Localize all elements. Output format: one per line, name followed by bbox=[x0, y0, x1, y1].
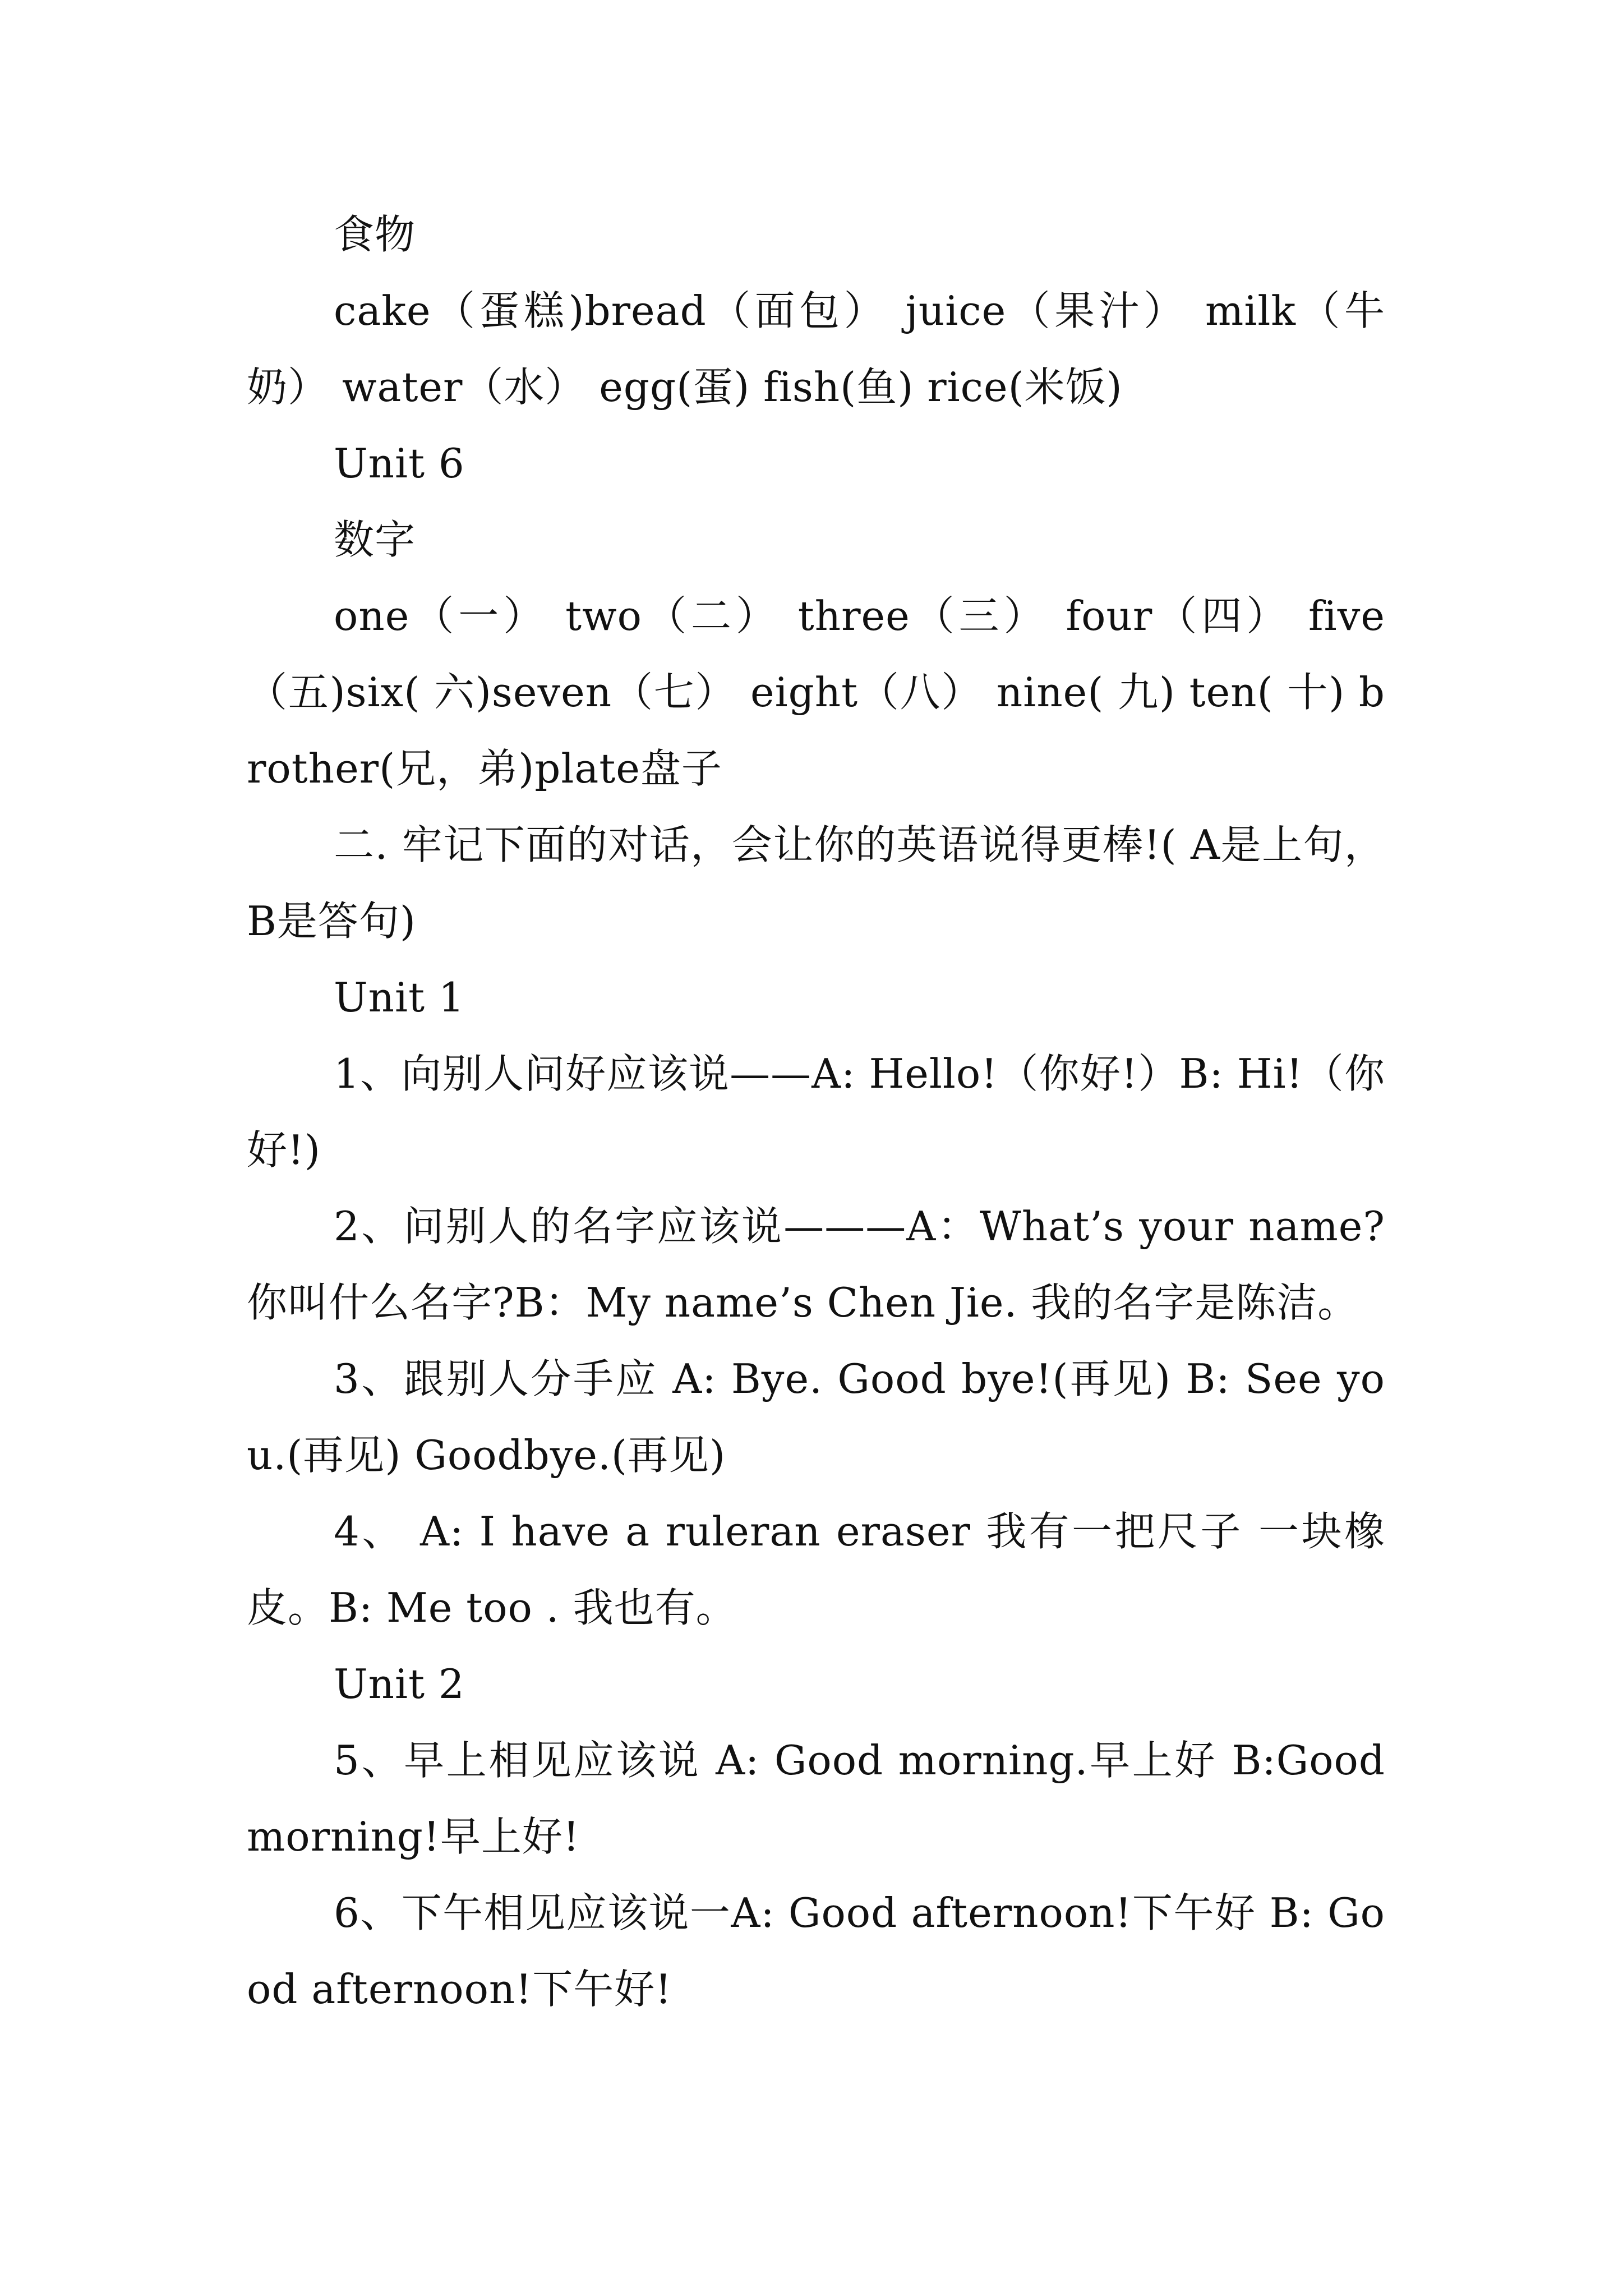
vocab-list-food: cake（蛋糕)bread（面包） juice（果汁） milk（牛奶） water（水） egg(蛋) fish(鱼) rice(米饭) bbox=[247, 287, 1385, 411]
dialogue-item-3: 3、跟别人分手应 A: Bye. Good bye!(再见) B: See you.(再见) Goodbye.(再见) bbox=[247, 1355, 1385, 1479]
unit-heading-1: Unit 1 bbox=[334, 974, 465, 1021]
section-heading-dialogues: 二. 牢记下面的对话，会让你的英语说得更棒!( A是上句，B是答句) bbox=[247, 821, 1385, 945]
dialogue-item-6: 6、下午相见应该说一A: Good afternoon!下午好 B: Good afternoon!下午好! bbox=[247, 1889, 1385, 2013]
unit-heading-2: Unit 2 bbox=[334, 1660, 465, 1708]
document-body bbox=[247, 196, 1385, 2027]
section-heading-numbers: 数字 bbox=[334, 516, 416, 563]
dialogue-item-4: 4、 A: I have a ruleran eraser 我有一把尺子 一块橡皮。B: Me too . 我也有。 bbox=[247, 1508, 1385, 1631]
vocab-list-numbers: one（一） two（二） three（三） four（四） five（五)six( 六)seven（七） eight（八） nine( 九) ten( 十) brother(兄，弟)plate盘子 bbox=[247, 592, 1385, 792]
dialogue-item-1: 1、向别人问好应该说——A: Hello!（你好!）B: Hi!（你好!) bbox=[247, 1050, 1385, 1174]
dialogue-item-2: 2、问别人的名字应该说———A：What’s your name?你叫什么名字?B：My name’s Chen Jie. 我的名字是陈洁。 bbox=[247, 1203, 1385, 1326]
unit-heading-6: Unit 6 bbox=[334, 440, 465, 487]
dialogue-item-5: 5、早上相见应该说 A: Good morning.早上好 B:Good morning!早上好! bbox=[247, 1737, 1385, 1860]
section-heading-food: 食物 bbox=[334, 211, 416, 258]
